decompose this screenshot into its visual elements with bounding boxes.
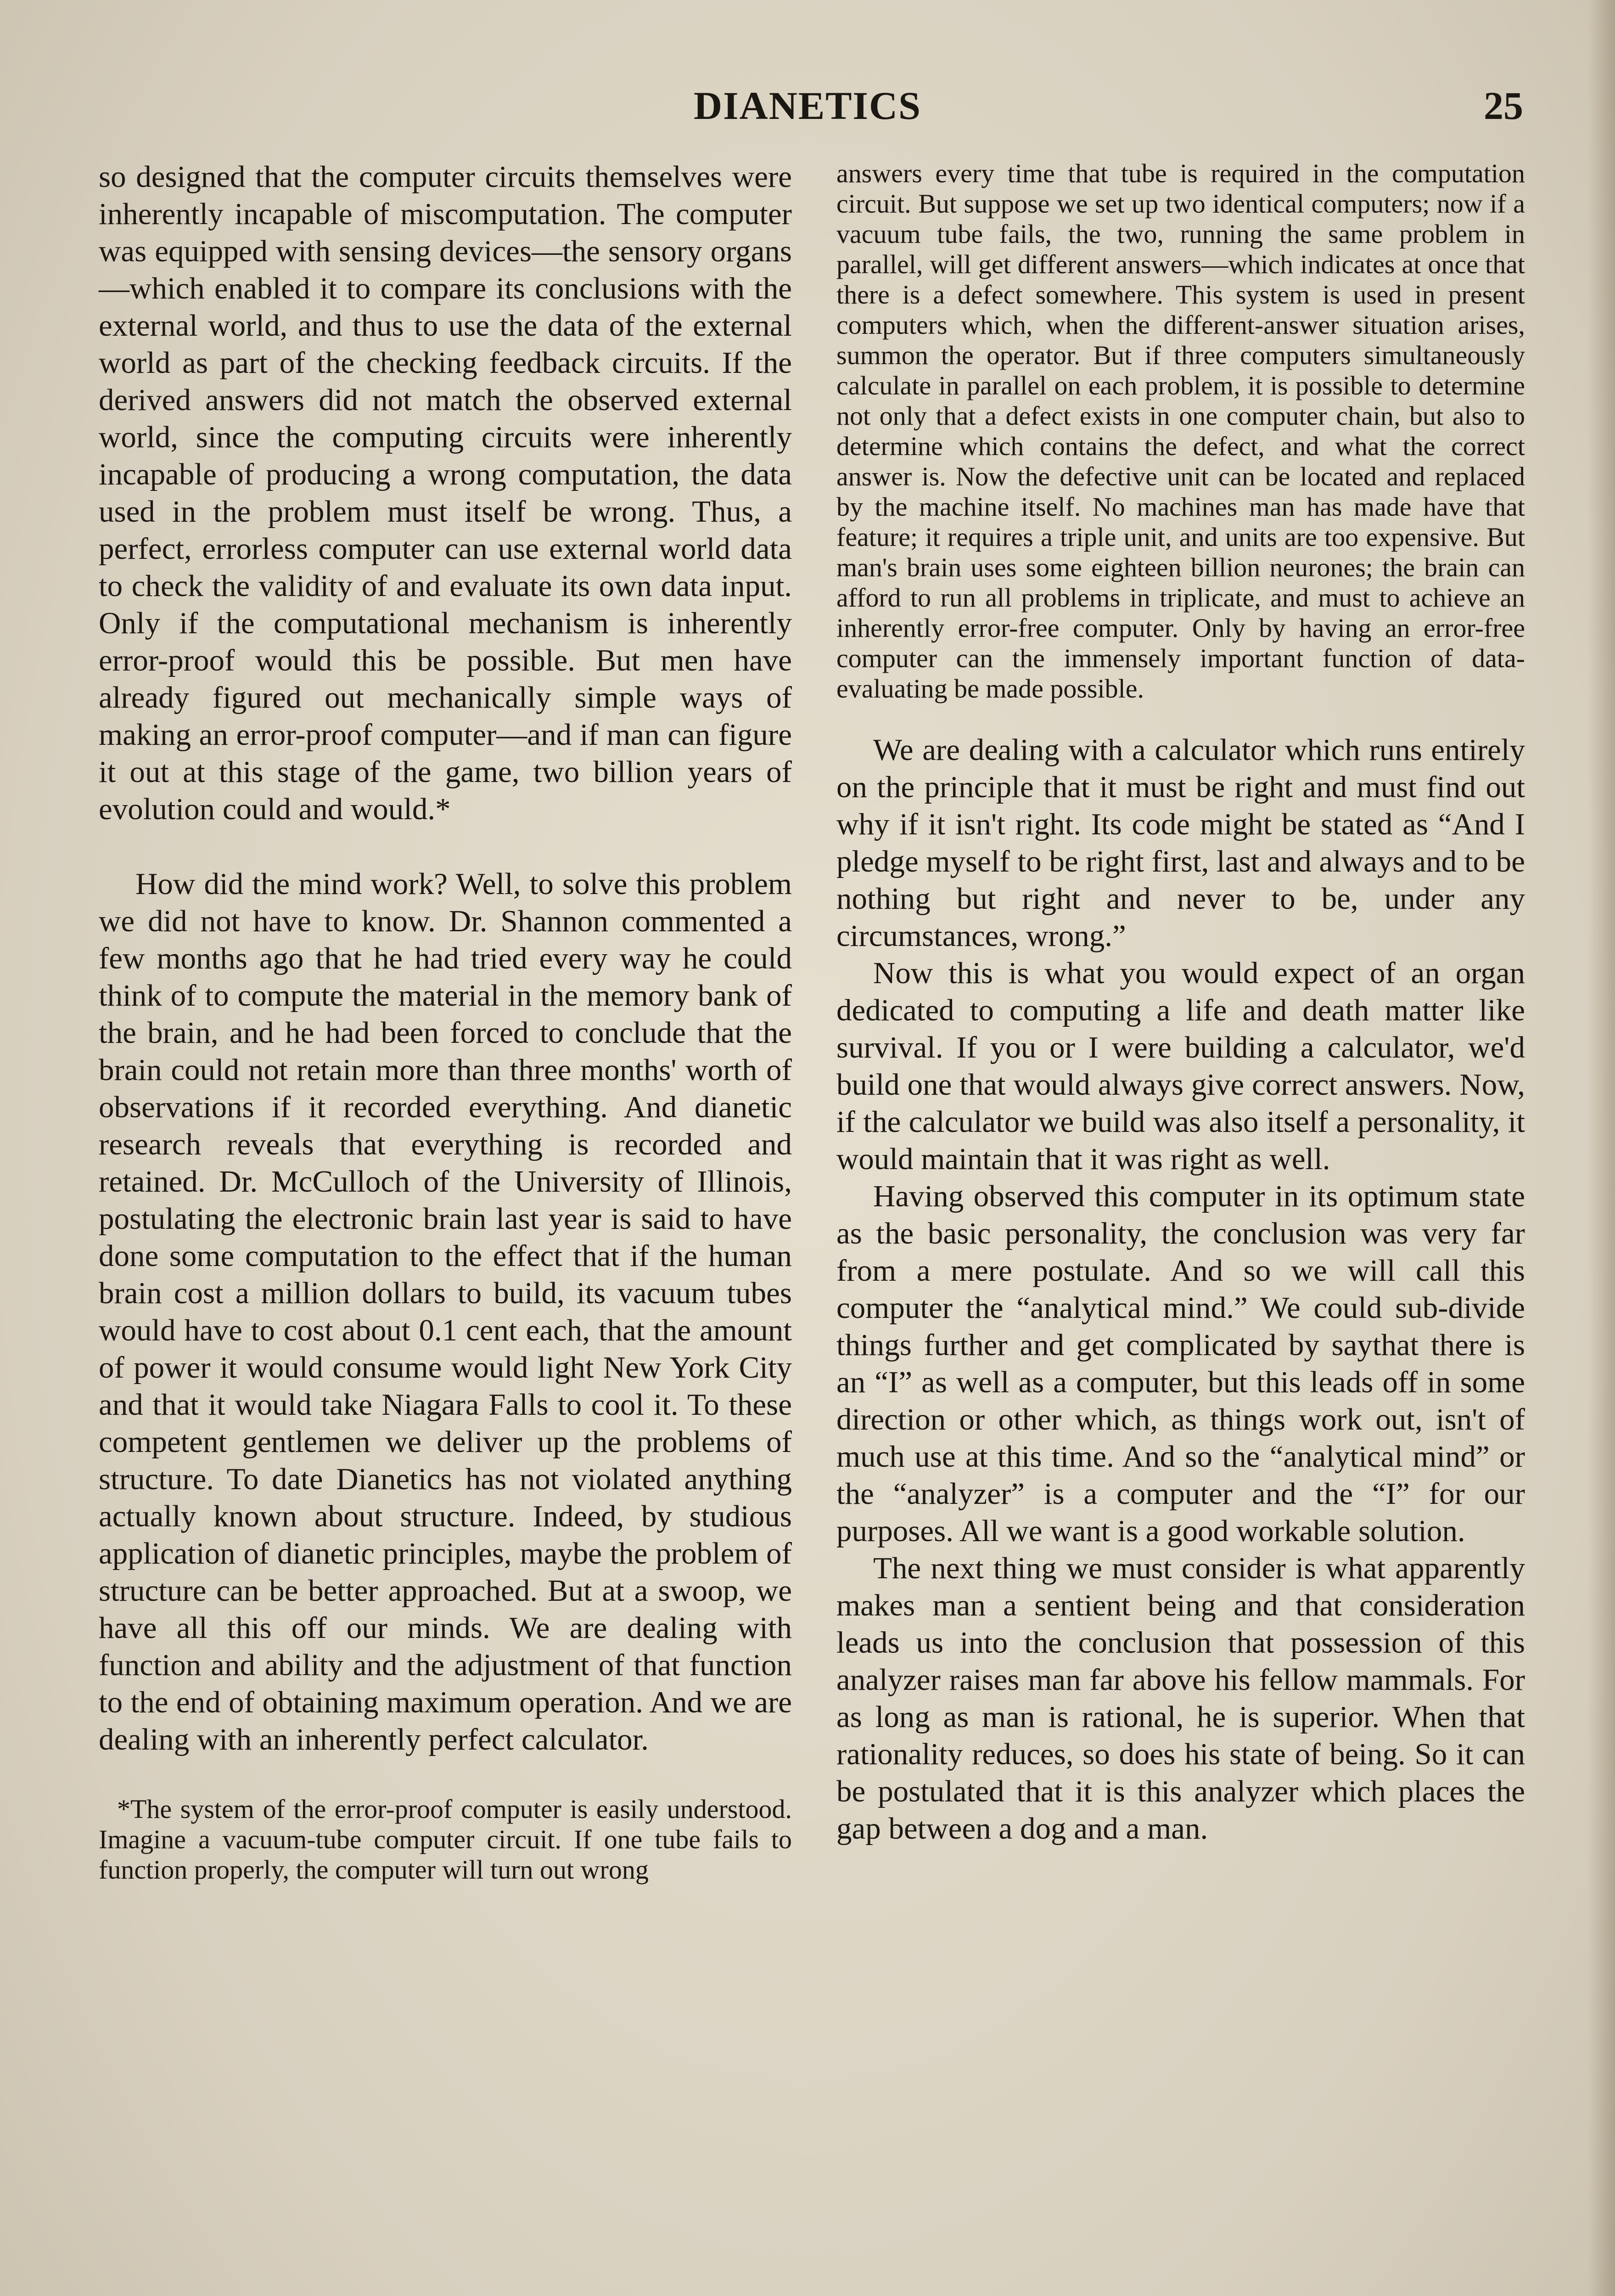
paragraph: so designed that the computer circuits themselves were inherently incapable of miscomputation. The computer was equipped with sensing devices—the sensory organs—which enabled it to compare its conclusions with the external world, and thus to use the data of the external world as part of the checking feedback circuits. If the derived answers did not match the observed external world, since the computing circuits were inherently incapable of producing a wrong computation, the data used in the problem must itself be wrong. Thus, a perfect, errorless computer can use external world data to check the validity of and evaluate its own data input. Only if the computational mechanism is inherently error-proof would this be possible. But men have already figured out mechanically simple ways of making an error-proof computer—and if man can figure it out at this stage of the game, two billion years of evolution could and would.*: [99, 160, 792, 826]
running-header: [0, 83, 1615, 133]
paragraph: How did the mind work? Well, to solve this problem we did not have to know. Dr. Shannon commented a few months ago that he had tried every way he could think of to compute the material in the memory bank of the brain, and he had been forced to conclude that the brain could not retain more than three months' worth of observations if it recorded everything. And dianetic research reveals that everything is recorded and retained. Dr. McCulloch of the University of Illinois, postulating the electronic brain last year is said to have done some computation to the effect that if the human brain cost a million dollars to build, its vacuum tubes would have to cost about 0.1 cent each, that the amount of power it would consume would light New York City and that it would take Niagara Falls to cool it. To these competent gentlemen we deliver up the problems of structure. To date Dianetics has not violated anything actually known about structure. Indeed, by studious application of dianetic principles, maybe the problem of structure can be better approached. But at a swoop, we have all this off our minds. We are dealing with function and ability and the adjustment of that function to the end of obtaining maximum operation. And we are dealing with an inherently perfect calculator.: [99, 867, 792, 1756]
footnote-continuation: [836, 158, 1525, 704]
footnote-text: answers every time that tube is required in the computation circuit. But suppose we set up two identical computers; now if a vacuum tube fails, the two, running the same problem in parallel, will get different answers—which indicates at once that there is a defect somewhere. This system is used in present computers which, when the different-answer situation arises, summon the operator. But if three computers simultaneously calculate in parallel on each problem, it is possible to determine not only that a defect exists in one computer chain, but also to determine which contains the defect, and what the correct answer is. Now the defective unit can be located and replaced by the machine itself. No machines man has made have that feature; it requires a triple unit, and units are too expensive. But man's brain uses some eighteen billion neurones; the brain can afford to run all problems in triplicate, and must to achieve an inherently error-free computer. Only by having an error-free computer can the immensely important function of data-evaluating be made possible.: [836, 158, 1525, 703]
page-number: 25: [1484, 84, 1523, 128]
page-edge-shadow: [1587, 0, 1615, 2296]
paragraph: We are dealing with a calculator which runs entirely on the principle that it must be right and must find out why if it isn't right. Its code might be stated as “And I pledge myself to be right first, last and always and to be nothing but right and never to be, under any circumstances, wrong.”: [836, 733, 1525, 953]
right-column: [836, 158, 1525, 1847]
paragraph: Now this is what you would expect of an organ dedicated to computing a life and death matter like survival. If you or I were building a calculator, we'd build one that would always give correct answers. Now, if the calculator we build was also itself a personality, it would maintain that it was right as well.: [836, 956, 1525, 1176]
left-column: [99, 158, 792, 1885]
right-body-text: [836, 732, 1525, 1847]
left-body-text: [99, 158, 792, 1758]
paragraph: Having observed this computer in its optimum state as the basic personality, the conclusion was very far from a mere postulate. And so we will call this computer the “analytical mind.” We could sub-divide things further and get complicated by saythat there is an “I” as well as a computer, but this leads off in some direction or other which, as things work out, isn't of much use at this time. And so the “analytical mind” or the “analyzer” is a computer and the “I” for our purposes. All we want is a good workable solution.: [836, 1179, 1525, 1548]
paragraph: The next thing we must consider is what apparently makes man a sentient being and that consideration leads us into the conclusion that possession of this analyzer raises man far above his fellow mammals. For as long as man is rational, he is superior. When that rationality reduces, so does his state of being. So it can be postulated that it is this analyzer which places the gap between a dog and a man.: [836, 1551, 1525, 1846]
footnote: [99, 1794, 792, 1885]
footnote-text: *The system of the error-proof computer is easily understood. Imagine a vacuum-tube computer circuit. If one tube fails to function properly, the computer will turn out wrong: [99, 1794, 792, 1885]
running-title: DIANETICS: [694, 84, 921, 128]
